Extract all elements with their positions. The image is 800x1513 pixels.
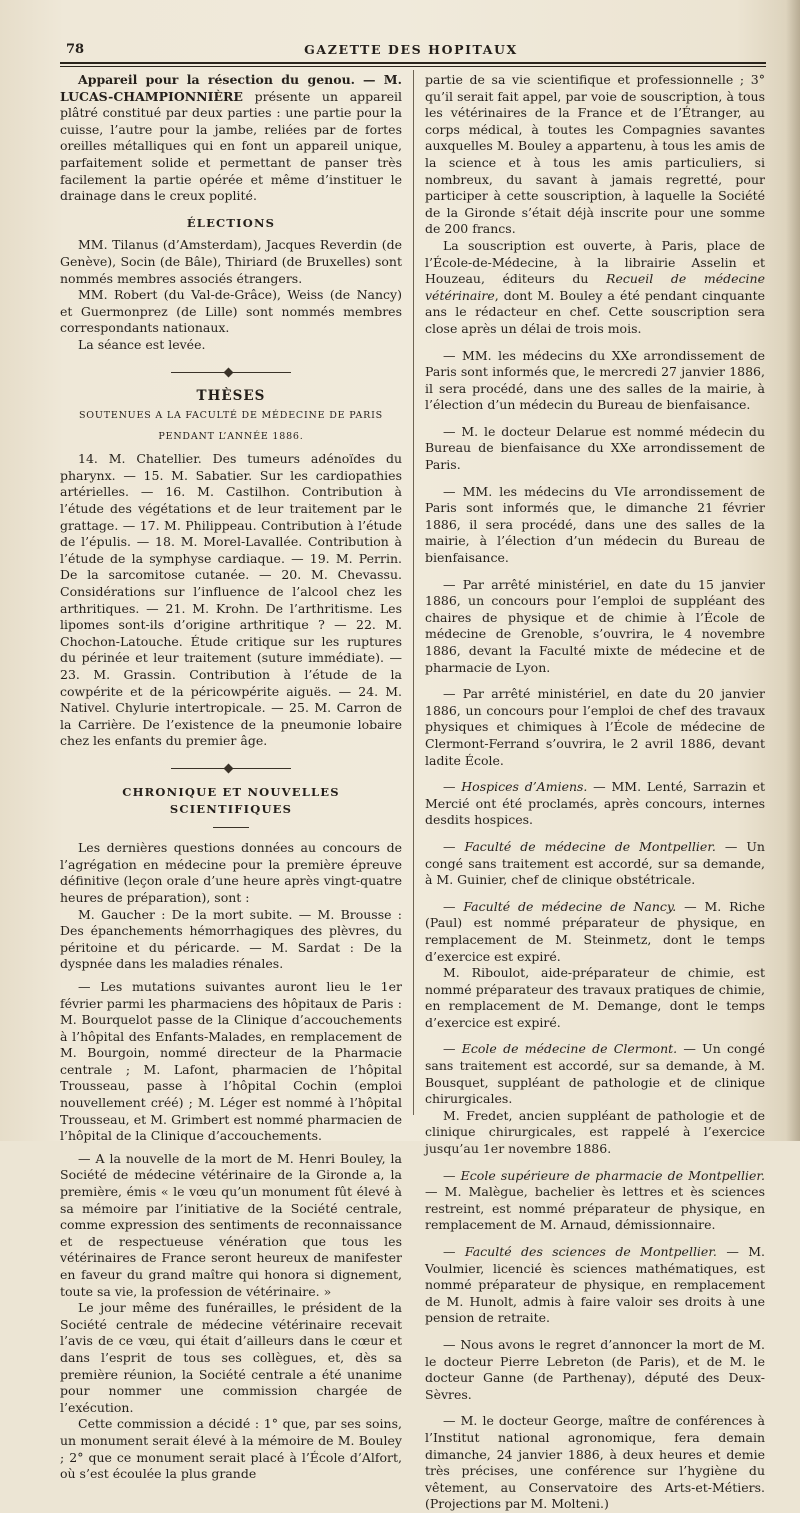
article-resection-genou: [60, 72, 402, 205]
paragraph: Le jour même des funérailles, le président de la Société centrale de médecine vétérinaire recevait l’avis de ce vœu, qui était d’ailleurs dans le cœur et dans l’esprit de tous ses collègues, et, dès sa première réunion, la Société centrale a été unanime pour nommer une commission chargée de l’exécution.: [60, 1300, 402, 1415]
paragraph: — M. le docteur George, maître de conférences à l’Institut national agronomique, fera demain dimanche, 24 janvier 1886, à deux heures et demie très précises, une conférence sur l’hygiène du vêtement, au Conservatoire des Arts-et-Métiers. (Projections par M. Molteni.): [425, 1413, 765, 1512]
paragraph: partie de sa vie scientifique et professionnelle ; 3° qu’il serait fait appel, par voie de souscription, à tous les vétérinaires de la France et de l’Étranger, au corps médical, à toutes les Compagnies savantes auxquelles M. Bouley a appartenu, à tous les amis de la science et à tous les amis particuliers, si nombreux, du savant à jamais regretté, pour participer à cette souscription, à laquelle la Société de la Gironde s’était déjà inscrite pour une somme de 200 francs.: [425, 72, 765, 237]
theses-subheading-year: PENDANT L’ANNÉE 1886.: [158, 430, 304, 442]
paragraph: — Par arrêté ministériel, en date du 20 janvier 1886, un concours pour l’emploi de chef des travaux physiques et chimiques à l’École de médecine de Clermont-Ferrand s’ouvrira, le 2 avril 1886, devant ladite École.: [425, 686, 765, 768]
article-text: présente un appareil plâtré constitué par deux parties : une partie pour la cuisse, l’autre pour la jambe, reliées par de fortes oreilles métalliques qui en font un appareil unique, parfaitement solide et permettant de panser très facilement la partie opérée et même d’instituer le drainage dans le creux poplité.: [60, 88, 402, 204]
section-heading-theses: THÈSES: [196, 387, 266, 404]
text: , dont M. Bouley a été pendant cinquante ans le rédacteur en chef. Cette souscription sera close après un délai de trois mois.: [425, 287, 765, 336]
theses-subheading: SOUTENUES A LA FACULTÉ DE MÉDECINE DE PARIS: [79, 410, 383, 422]
paragraph: [425, 839, 765, 889]
article-title: Appareil pour la résection du genou.: [78, 72, 356, 87]
paragraph: [425, 899, 765, 965]
paragraph: — Nous avons le regret d’annoncer la mort de M. le docteur Pierre Lebreton (de Paris), et de M. le docteur Ganne (de Parthenay), député des Deux-Sèvres.: [425, 1336, 765, 1402]
paragraph: MM. Robert (du Val-de-Grâce), Weiss (de Nancy) et Guermonprez (de Lille) sont nommés membres correspondants nationaux.: [60, 287, 402, 336]
paragraph: Cette commission a décidé : 1° que, par ses soins, un monument serait élevé à la mémoire de M. Bouley ; 2° que ce monument serait placé à l’École d’Alfort, où s’est écoulée la plus grande: [60, 1416, 402, 1482]
paragraph: — Par arrêté ministériel, en date du 15 janvier 1886, un concours pour l’emploi de suppléant des chaires de physique et de chimie à l’École de médecine de Grenoble, s’ouvrira, le 4 novembre 1886, devant la Faculté mixte de médecine et de pharmacie de Lyon.: [425, 576, 765, 675]
page-number: 78: [66, 42, 85, 57]
section-heading-chronique: CHRONIQUE ET NOUVELLES SCIENTIFIQUES: [122, 784, 340, 816]
section-heading-elections: ÉLECTIONS: [186, 215, 276, 230]
text: La souscription est ouverte, à Paris, place de l’École-de-Médecine, à la librairie Asselin et Houzeau, éditeurs du: [425, 237, 765, 287]
paragraph: — M. le docteur Delarue est nommé médecin du Bureau de bienfaisance du XXe arrondissement de Paris.: [425, 423, 765, 473]
italic-heading: — Faculté de médecine de Montpellier.: [443, 838, 716, 854]
column-divider: [413, 70, 414, 1115]
paragraph: — MM. les médecins du XXe arrondissement de Paris sont informés que, le mercredi 27 janvier 1886, il sera procédé, dans une des salles de la mairie, à l’élection d’un médecin du Bureau de bienfaisance.: [425, 347, 765, 413]
italic-heading: — Ecole de médecine de Clermont.: [443, 1041, 678, 1057]
text: — M. Riche (Paul) est nommé préparateur de physique, en remplacement de M. Steinmetz, dont le temps d’exercice est expiré.: [425, 898, 765, 964]
right-column: [425, 72, 765, 1513]
section-ornament: [171, 764, 291, 774]
italic-heading: — Faculté de médecine de Nancy.: [443, 898, 677, 914]
left-column: [60, 72, 402, 1483]
paragraph: La séance est levée.: [78, 336, 206, 352]
header-rule-thick: [60, 62, 766, 64]
paragraph: Les dernières questions données au concours de l’agrégation en médecine pour la première épreuve définitive (leçon orale d’une heure après vingt-quatre heures de préparation), sont :: [60, 840, 402, 905]
section-ornament: [171, 368, 291, 378]
text: — Un congé sans traitement est accordé, sur sa demande, à M. Bousquet, suppléant de pathologie et de clinique chirurgicales.: [425, 1041, 766, 1107]
paragraph: M. Riboulot, aide-préparateur de chimie, est nommé préparateur des travaux pratiques de chimie, en remplacement de M. Demange, dont le temps d’exercice est expiré.: [425, 965, 765, 1030]
running-title: GAZETTE DES HOPITAUX: [304, 42, 518, 57]
italic-heading: — Faculté des sciences de Montpellier.: [443, 1244, 717, 1259]
paragraph: [425, 238, 765, 338]
paragraph: MM. Tilanus (d’Amsterdam), Jacques Reverdin (de Genève), Socin (de Bâle), Thiriard (de Bruxelles) sont nommés membres associés étrangers.: [60, 237, 402, 286]
header-rule-thin: [60, 66, 766, 67]
paragraph: — A la nouvelle de la mort de M. Henri Bouley, la Société de médecine vétérinaire de la Gironde a, la première, émis « le vœu qu’un monument fût élevé à sa mémoire par l’initiative de la Société centrale, comme expression des sentiments de reconnaissance et de respectueuse vénération que tous les vétérinaires de France seront heureux de manifester en faveur du grand maître qui honora si dignement, toute sa vie, la profession de vétérinaire. »: [60, 1150, 402, 1299]
page-header: [66, 38, 756, 60]
text: — M. Malègue, bachelier ès lettres et ès sciences restreint, est nommé préparateur de physique, en remplacement de M. Arnaud, démissionnaire.: [425, 1184, 765, 1233]
short-rule: [213, 827, 249, 828]
paragraph: — MM. les médecins du VIe arrondissement de Paris sont informés que, le dimanche 21 février 1886, il sera procédé, dans une des salles de la mairie, à l’élection d’un médecin du Bureau de bienfaisance.: [425, 483, 765, 566]
text: — Un congé sans traitement est accordé, sur sa demande, à M. Guinier, chef de clinique obstétricale.: [425, 838, 765, 888]
paragraph: — Les mutations suivantes auront lieu le 1er février parmi les pharmaciens des hôpitaux de Paris : M. Bourquelot passe de la Clinique d’accouchements à l’hôpital des Enfants-Malades, en remplacement de M. Bourgoin, nommé directeur de la Pharmacie centrale ; M. Lafont, pharmacien de l’hôpital Trousseau, passe à l’hôpital Cochin (emploi nouvellement créé) ; M. Léger est nommé à l’hôpital Trousseau, et M. Grimbert est nommé pharmacien de l’hôpital de la Clinique d’accouchements.: [60, 978, 402, 1144]
page-edge-shadow: [786, 0, 800, 1141]
text: — MM. Lenté, Sarrazin et Mercié ont été proclamés, après concours, internes desdits hospices.: [425, 779, 765, 828]
italic-heading: — Ecole supérieure de pharmacie de Montpellier.: [443, 1167, 765, 1183]
theses-list: 14. M. Chatellier. Des tumeurs adénoïdes du pharynx. — 15. M. Sabatier. Sur les cardiopathies artérielles. — 16. M. Castilhon. Contribution à l’étude des végétations et de leur traitement par le grattage. — 17. M. Philippeau. Contribution à l’étude de l’épulis. — 18. M. Morel-Lavallée. Contribution à l’étude de la symphyse cardiaque. — 19. M. Perrin. De la sarcomitose cutanée. — 20. M. Chevassu. Considérations sur l’influence de l’alcool chez les arthritiques. — 21. M. Krohn. De l’arthritisme. Les lipomes sont-ils d’origine arthritique ? — 22. M. Chochon-Latouche. Étude critique sur les ruptures du périnée et leur traitement (suture immédiate). — 23. M. Grassin. Contribution à l’étude de la cowpérite et de la péricowpérite aiguës. — 24. M. Nativel. Chylurie intertropicale. — 25. M. Carron de la Carrière. De l’existence de la pneumonie lobaire chez les enfants du premier âge.: [60, 451, 402, 749]
paragraph: M. Gaucher : De la mort subite. — M. Brousse : Des épanchements hémorrhagiques des plèvres, du péritoine et du péricarde. — M. Sardat : De la dyspnée dans les maladies rénales.: [60, 906, 402, 972]
paragraph: [425, 1041, 765, 1107]
paragraph: M. Fredet, ancien suppléant de pathologie et de clinique chirurgicales, est rappelé à l’exercice jusqu’au 1er novembre 1886.: [425, 1107, 765, 1157]
article-author: — M. LUCAS-CHAMPIONNIÈRE: [60, 72, 402, 104]
italic-heading: — Hospices d’Amiens.: [443, 779, 588, 795]
paragraph: [425, 1244, 765, 1327]
text: — M. Voulmier, licencié ès sciences mathématiques, est nommé préparateur de physique, en remplacement de M. Hunolt, admis à faire valoir ses droits à une pension de retraite.: [425, 1244, 765, 1326]
italic-title: Recueil de médecine vétérinaire: [425, 271, 765, 303]
paragraph: [425, 779, 765, 829]
paragraph: [425, 1168, 765, 1234]
